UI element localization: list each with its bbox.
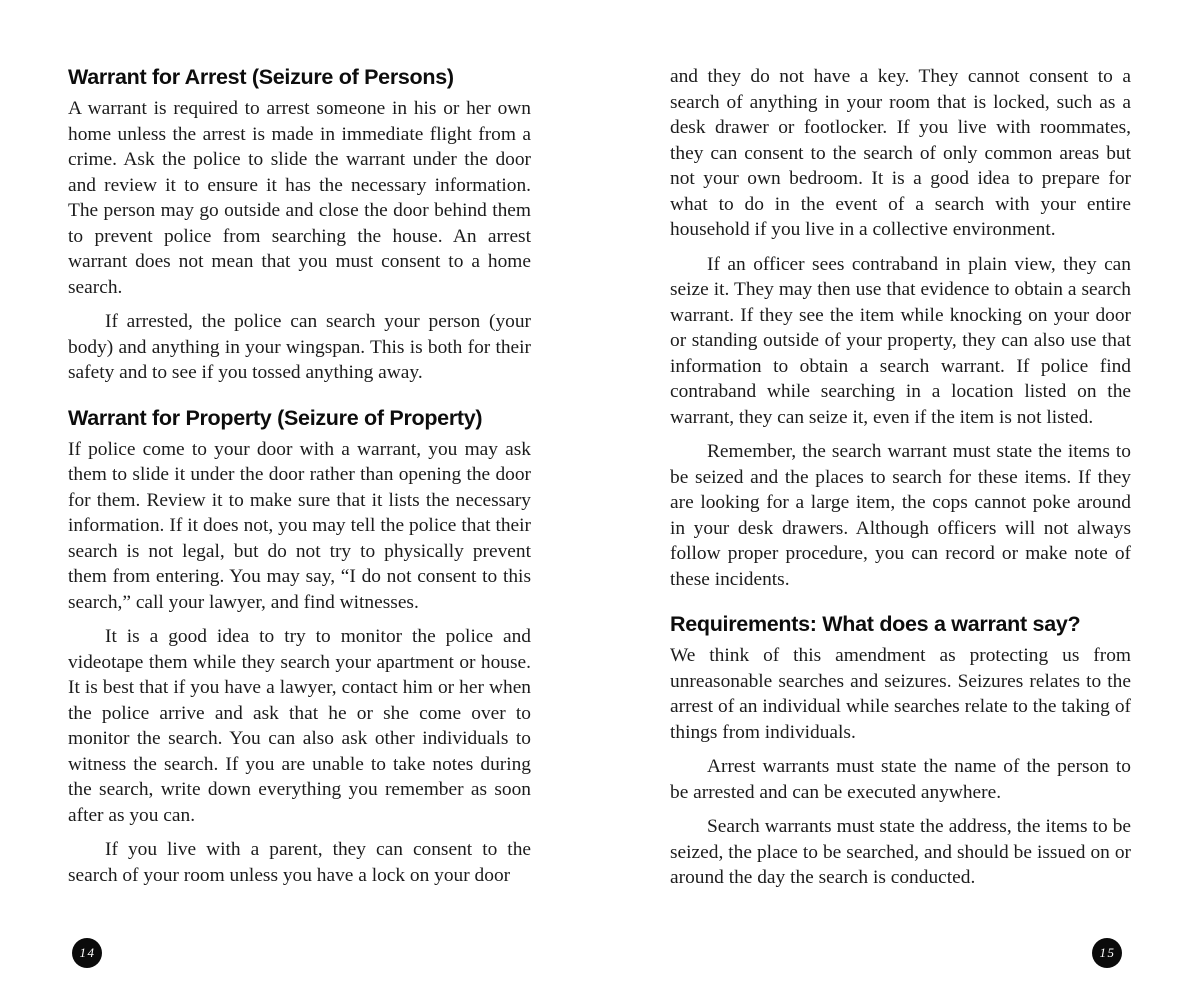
paragraph: If police come to your door with a warrant, you may ask them to slide it under the door rather than opening the door for them. Review it to make sure that it lists the necessary information. If it does not, you may tell the police that their search is not legal, but do not try to physically prevent them from entering. You may say, “I do not consent to this search,” call your lawyer, and find witnesses. xyxy=(68,438,531,613)
page-left xyxy=(68,64,531,897)
paragraph: If arrested, the police can search your person (your body) and anything in your wingspan. This is both for their safety and to see if you tossed anything away. xyxy=(68,311,531,383)
paragraph: We think of this amendment as protecting us from unreasonable searches and seizures. Seizures relates to the arrest of an individual while searches relate to the taking of things from individuals. xyxy=(670,645,1131,743)
paragraph: A warrant is required to arrest someone in his or her own home unless the arrest is made in immediate flight from a crime. Ask the police to slide the warrant under the door and review it to ensure it has the necessary information. The person may go outside and close the door behind them to prevent police from searching the house. An arrest warrant does not mean that you must consent to a home search. xyxy=(68,98,531,298)
paragraph: Remember, the search warrant must state the items to be seized and the places to search for these items. If they are looking for a large item, the cops cannot poke around in your desk drawers. Although officers will not always follow proper procedure, you can record or make note of these incidents. xyxy=(670,441,1131,590)
page-number-badge-left: 14 xyxy=(72,938,102,968)
heading-requirements: Requirements: What does a warrant say? xyxy=(670,612,1081,636)
paragraph: If an officer sees contraband in plain view, they can seize it. They may then use that evidence to obtain a search warrant. If they see the item while knocking on your door or standing outside of your property, they can also use that information to obtain a search warrant. If police find contraband while searching in a location listed on the warrant, they can seize it, even if the item is not listed. xyxy=(670,253,1131,428)
page-number-badge-right: 15 xyxy=(1092,938,1122,968)
heading-warrant-for-arrest: Warrant for Arrest (Seizure of Persons) xyxy=(68,65,454,89)
heading-warrant-for-property: Warrant for Property (Seizure of Property) xyxy=(68,405,483,430)
page-right xyxy=(670,64,1131,900)
paragraph: Search warrants must state the address, the items to be seized, the place to be searched, and should be issued on or around the day the search is conducted. xyxy=(670,816,1131,888)
paragraph: Arrest warrants must state the name of the person to be arrested and can be executed anywhere. xyxy=(670,756,1131,803)
paragraph: It is a good idea to try to monitor the police and videotape them while they search your apartment or house. It is best that if you have a lawyer, contact him or her when the police arrive and ask that he or she come over to monitor the search. You can also ask other individuals to witness the search. If you are unable to take notes during the search, write down everything you remember as soon after as you can. xyxy=(68,626,531,826)
paragraph: and they do not have a key. They cannot consent to a search of anything in your room that is locked, such as a desk drawer or footlocker. If you live with roommates, they can consent to the search of only common areas but not your own bedroom. It is a good idea to prepare for what to do in the event of a search with your entire household if you live in a collective environment. xyxy=(670,66,1131,240)
paragraph: If you live with a parent, they can consent to the search of your room unless you have a lock on your door xyxy=(68,839,531,886)
